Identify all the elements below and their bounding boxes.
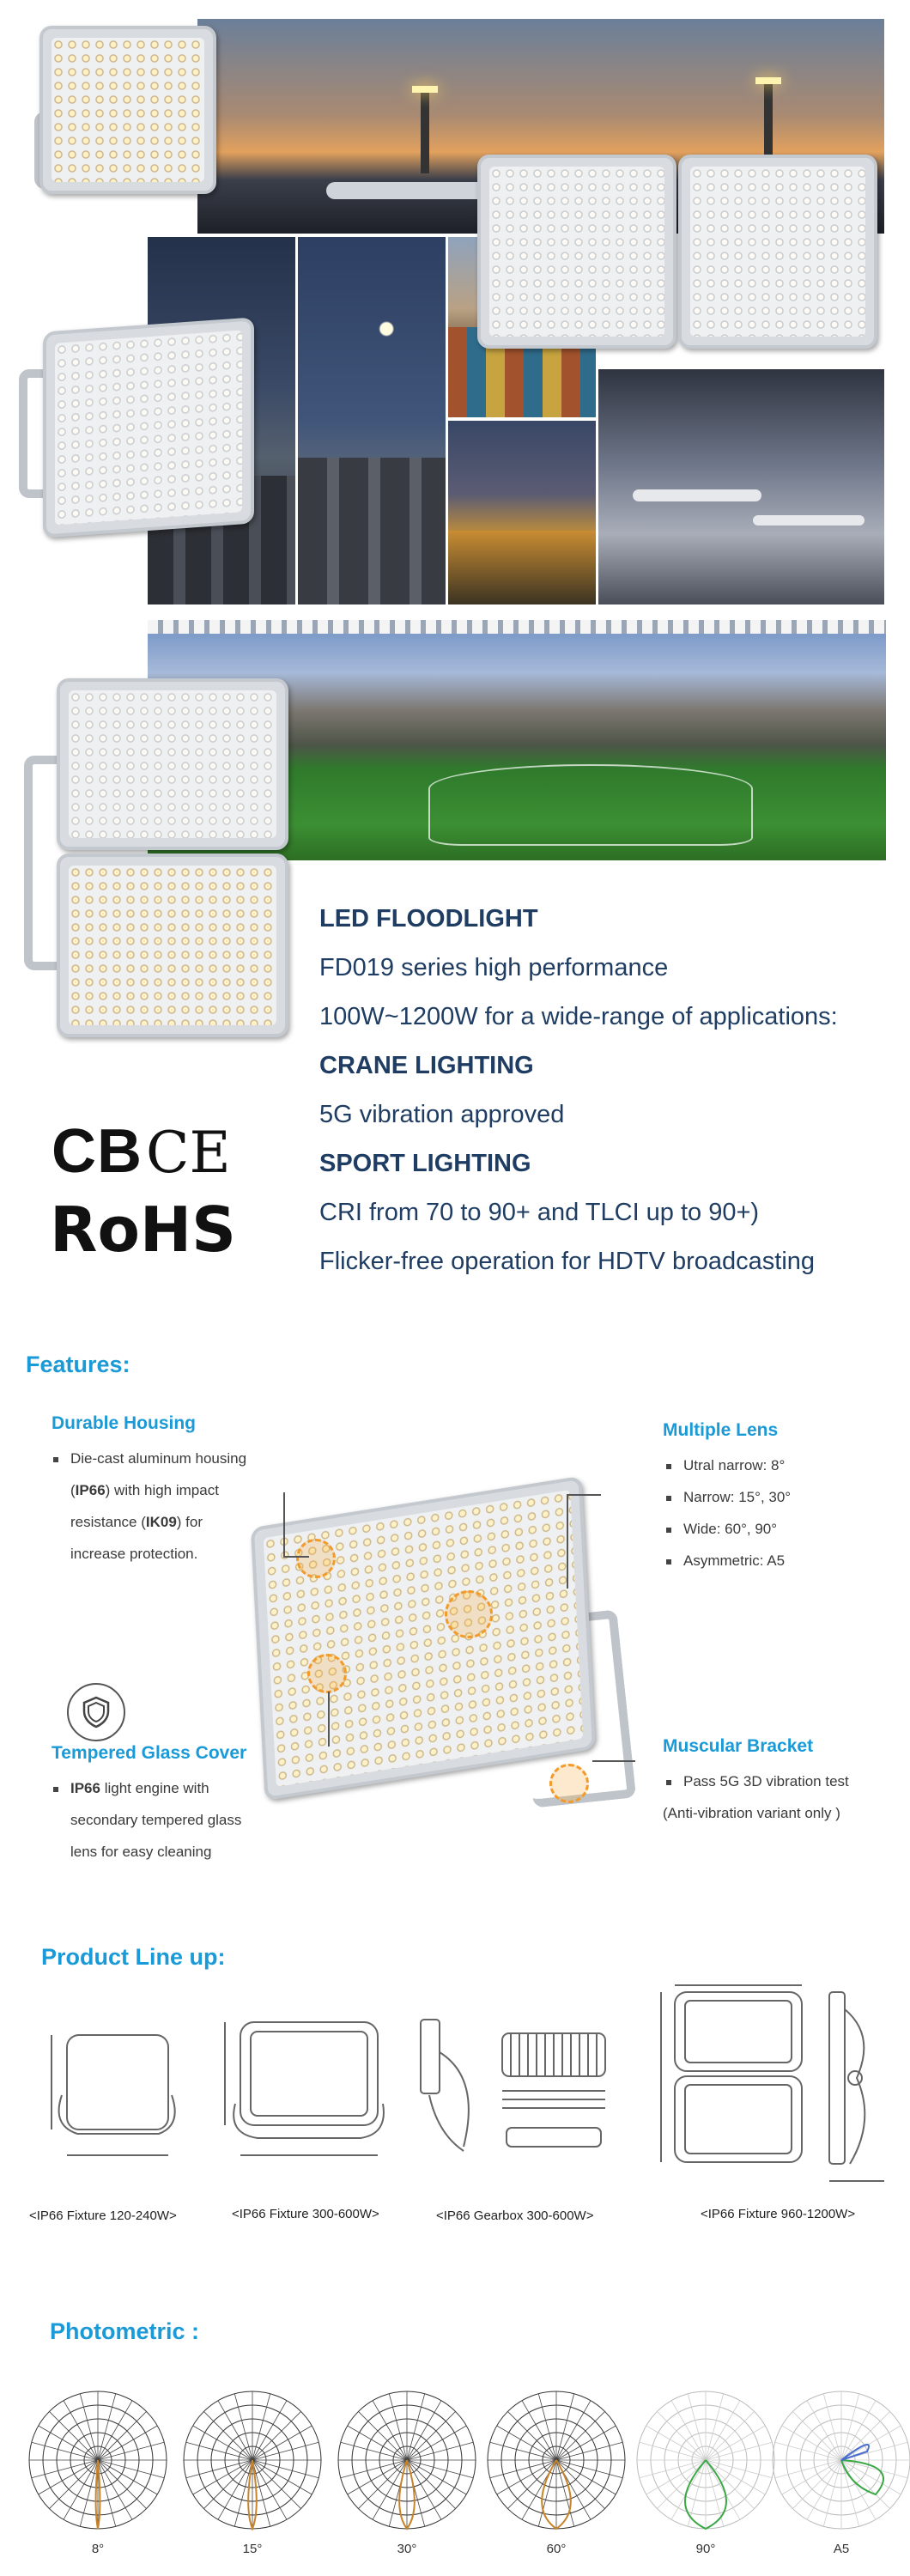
polar-diagram xyxy=(184,2391,321,2529)
drawing-fixture-120-240 xyxy=(52,2035,175,2155)
polar-diagram xyxy=(637,2391,774,2529)
lineup-label-300-600: <IP66 Fixture 300-600W> xyxy=(232,2207,379,2221)
bullet-icon xyxy=(53,1787,58,1792)
callout-line-glass xyxy=(328,1692,330,1747)
spec-series: FD019 series high performance xyxy=(319,954,669,981)
polar-diagram xyxy=(773,2391,910,2529)
lineup-title: Product Line up: xyxy=(41,1944,226,1970)
bullet-icon xyxy=(666,1528,671,1533)
spec-sport-title: SPORT LIGHTING xyxy=(319,1150,531,1177)
photometric-title: Photometric : xyxy=(50,2318,200,2344)
spec-sport-cri: CRI from 70 to 90+ and TLCI up to 90+) xyxy=(319,1199,760,1226)
polar-label-60: 60° xyxy=(546,2542,567,2556)
callout-line-housing xyxy=(283,1492,285,1556)
muscular-bracket-heading: Muscular Bracket xyxy=(663,1736,814,1756)
lineup-label-120-240: <IP66 Fixture 120-240W> xyxy=(29,2208,177,2223)
floodlight-fixture-double-left xyxy=(477,155,676,349)
lineup-label-960-1200: <IP66 Fixture 960-1200W> xyxy=(701,2207,856,2221)
parking-night-photo-2 xyxy=(298,237,446,605)
floodlight-fixture-double-right xyxy=(678,155,877,349)
harbor-photo xyxy=(448,421,596,605)
bullet-icon xyxy=(53,1457,58,1462)
shield-icon xyxy=(67,1683,125,1741)
bullet-icon xyxy=(666,1464,671,1469)
lineup-label-gearbox: <IP66 Gearbox 300-600W> xyxy=(436,2208,594,2223)
polar-label-a5: A5 xyxy=(833,2542,850,2556)
bullet-icon xyxy=(666,1780,671,1785)
spec-sport-flicker: Flicker-free operation for HDTV broadcasting xyxy=(319,1248,816,1275)
muscular-bracket-text: Pass 5G 3D vibration test (Anti-vibration variant only ) xyxy=(663,1773,849,1821)
polar-label-30: 30° xyxy=(397,2542,417,2556)
spec-crane-detail: 5G vibration approved xyxy=(319,1101,565,1128)
callout-line-lens-h xyxy=(567,1494,601,1496)
rohs-cert-logo: RoHS xyxy=(50,1194,237,1266)
cb-cert-logo: CB xyxy=(52,1117,143,1186)
feature-floodlight-fixture xyxy=(251,1476,596,1801)
callout-line-housing-h xyxy=(283,1556,309,1558)
spec-title: LED FLOODLIGHT xyxy=(319,905,538,933)
photometric-diagrams xyxy=(0,2379,910,2542)
callout-line-bracket xyxy=(592,1760,635,1762)
polar-diagram xyxy=(488,2391,625,2529)
tempered-glass-text: IP66 light engine with secondary tempered glass lens for easy cleaning xyxy=(53,1772,311,1868)
durable-housing-heading: Durable Housing xyxy=(52,1413,197,1433)
features-title: Features: xyxy=(26,1352,130,1377)
callout-marker-bracket xyxy=(549,1764,589,1803)
multiple-lens-list: Utral narrow: 8° Narrow: 15°, 30° Wide: 60°, 90° Asymmetric: A5 xyxy=(666,1449,889,1577)
floodlight-fixture-stack-top xyxy=(57,678,288,850)
tempered-glass-heading: Tempered Glass Cover xyxy=(52,1743,247,1763)
polar-diagram xyxy=(29,2391,167,2529)
bullet-icon xyxy=(666,1496,671,1501)
polar-diagram xyxy=(338,2391,476,2529)
ce-cert-logo: CE xyxy=(146,1120,231,1186)
drawing-fixture-300-600 xyxy=(225,2022,384,2155)
callout-marker-housing xyxy=(296,1539,336,1578)
polar-label-90: 90° xyxy=(695,2542,716,2556)
durable-housing-text: Die-cast aluminum housing (IP66) with high impact resistance (IK09) for increase protection. xyxy=(53,1443,311,1570)
polar-label-15: 15° xyxy=(242,2542,263,2556)
floodlight-fixture-top xyxy=(39,26,216,194)
drawing-gearbox-300-600 xyxy=(421,2020,605,2151)
floodlight-fixture-mid xyxy=(43,317,254,538)
callout-line-lens xyxy=(567,1494,568,1589)
spec-range: 100W~1200W for a wide-range of applications: xyxy=(319,1003,838,1030)
floodlight-fixture-stack-bottom xyxy=(57,854,288,1037)
lineup-drawings xyxy=(0,1984,910,2207)
drawing-fixture-960-1200 xyxy=(661,1985,884,2181)
spec-crane-title: CRANE LIGHTING xyxy=(319,1052,534,1079)
polar-label-8: 8° xyxy=(91,2542,105,2556)
callout-marker-lens xyxy=(445,1590,493,1638)
callout-marker-glass xyxy=(307,1654,347,1693)
bullet-icon xyxy=(666,1559,671,1564)
multiple-lens-heading: Multiple Lens xyxy=(663,1420,779,1440)
hangar-photo xyxy=(598,369,884,605)
